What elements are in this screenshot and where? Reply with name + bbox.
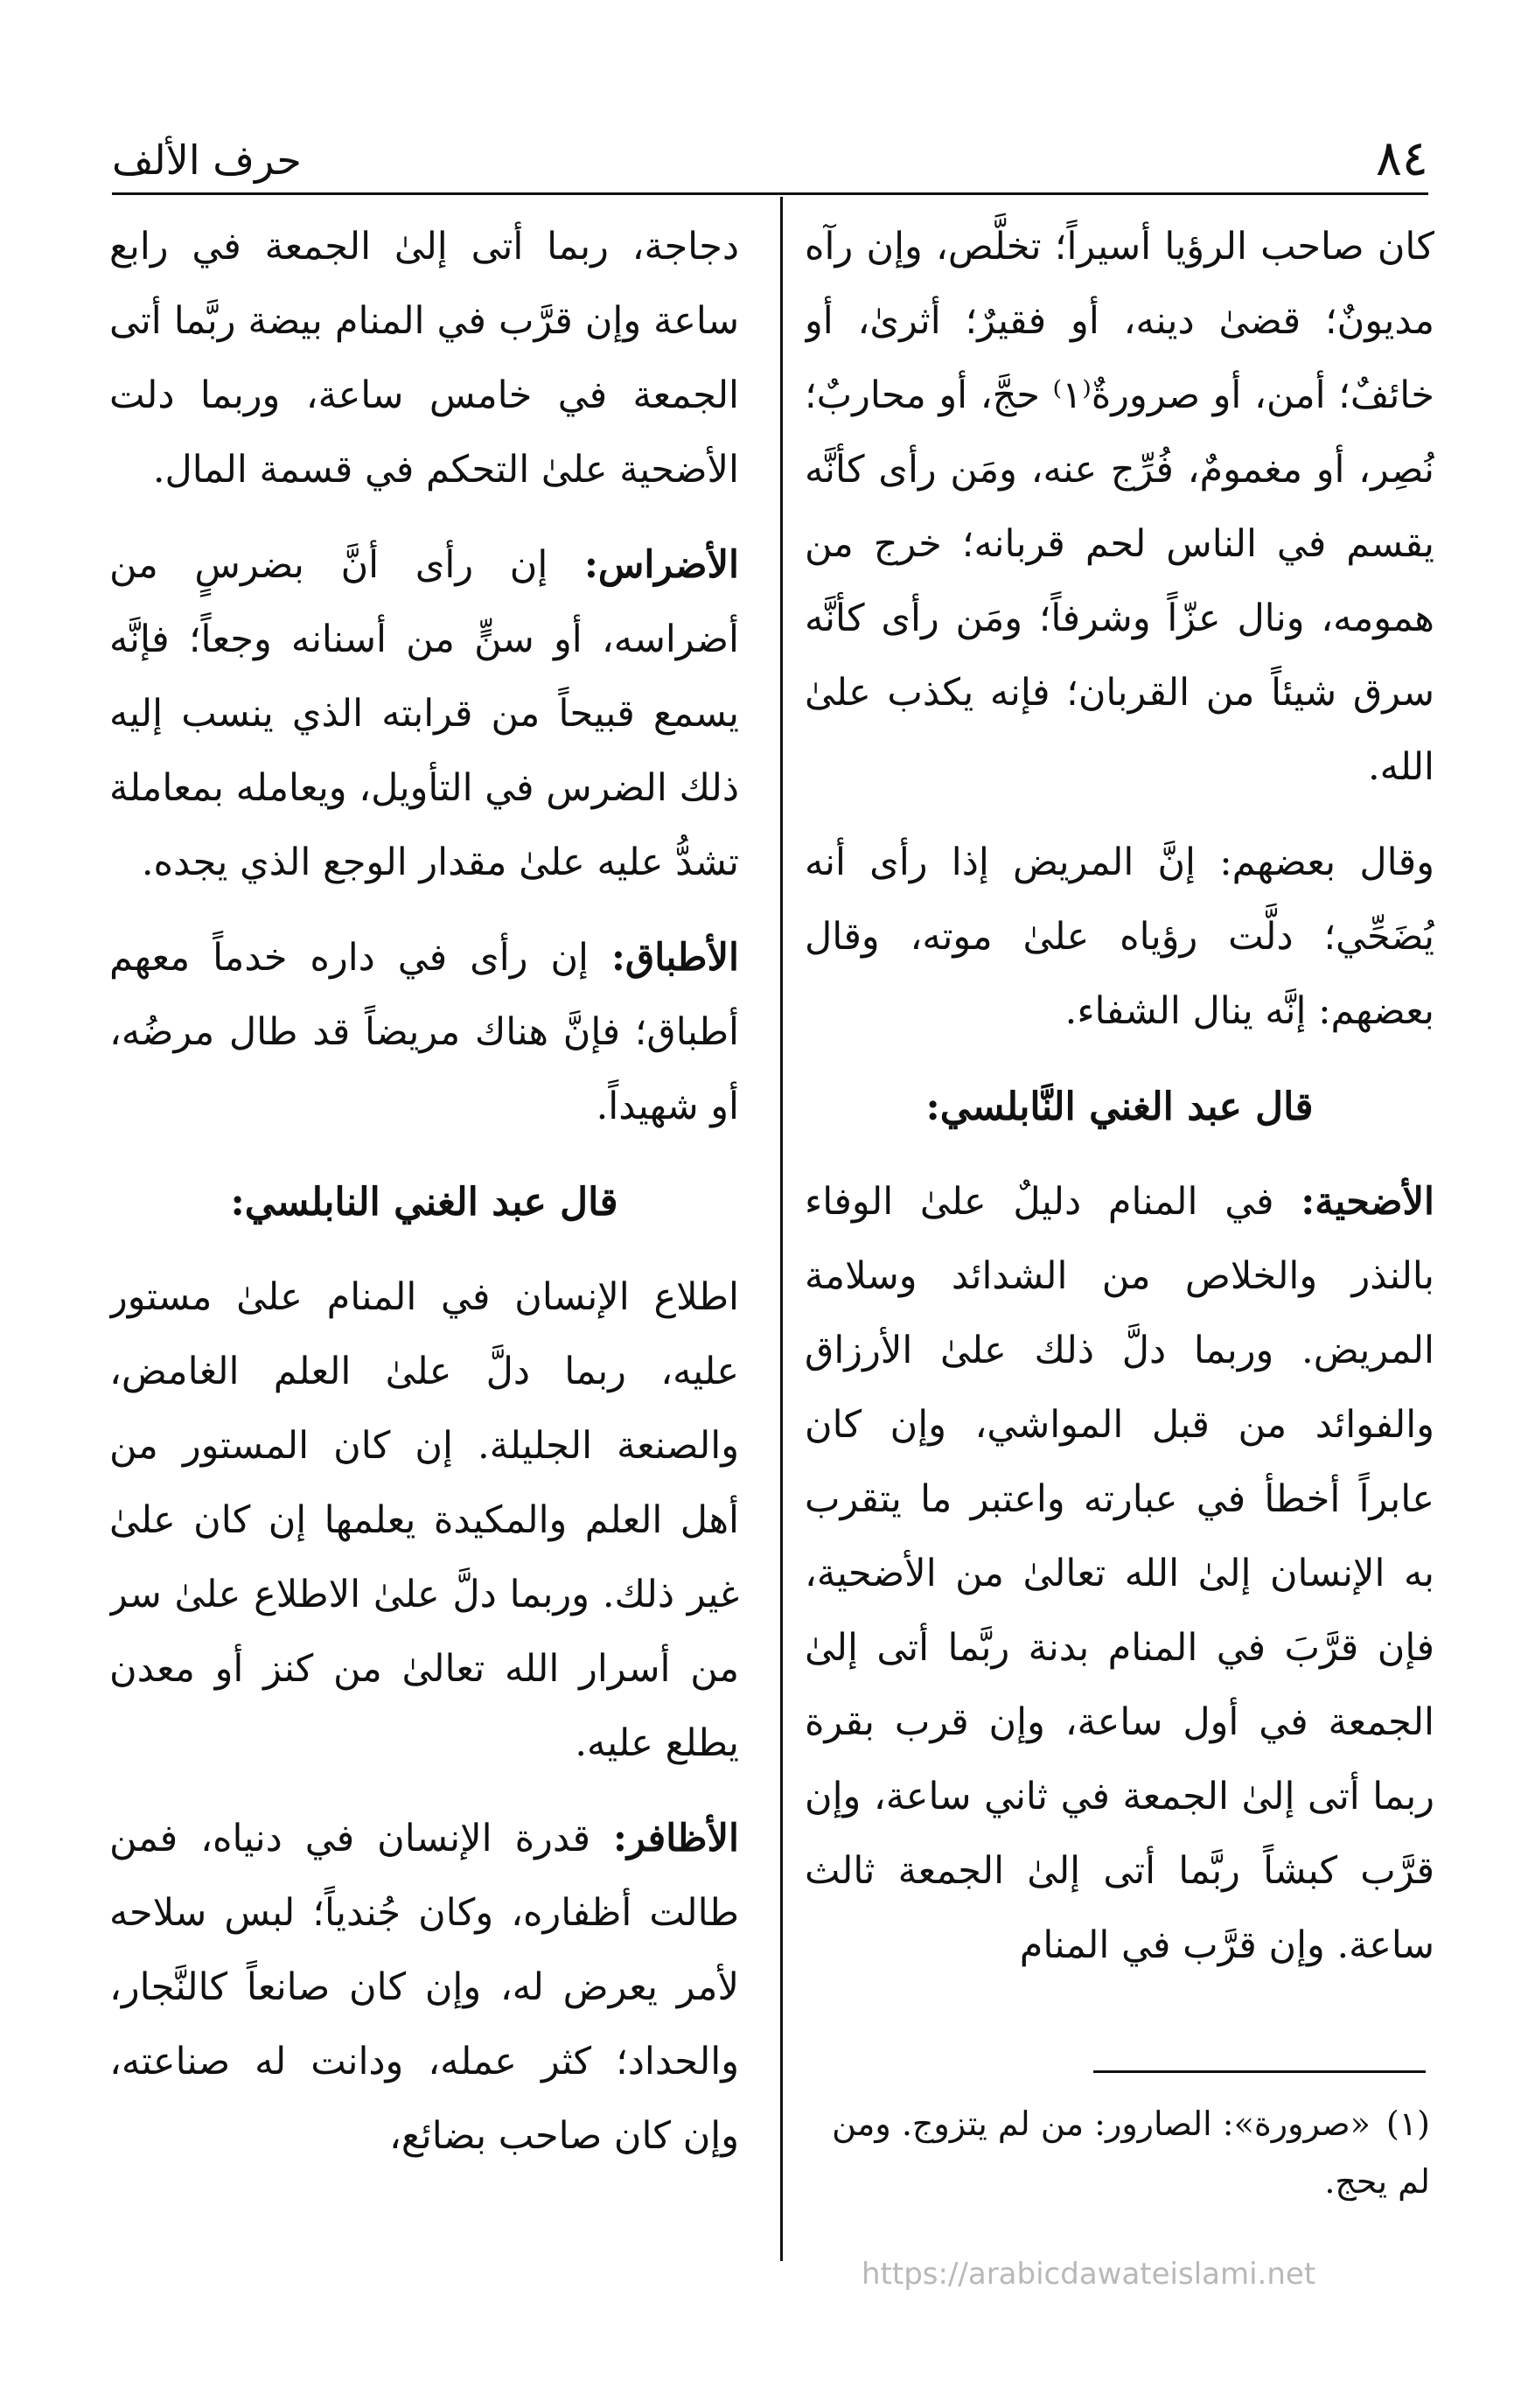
entry-paragraph xyxy=(109,921,739,1144)
paragraph: دجاجة، ربما أتى إلىٰ الجمعة في رابع ساعة وإن قرَّب في المنام بيضة ربَّما أتى الجمعة في خامس ساعة، وربما دلت الأضحية علىٰ التحكم في قسمة المال. xyxy=(109,225,739,492)
entry-paragraph xyxy=(805,1165,1434,1983)
entry-paragraph xyxy=(109,1802,739,2174)
column-divider xyxy=(780,197,783,2261)
footnote-text: «صرورة»: الصارور: من لم يتزوج. ومن لم يحج. xyxy=(832,2104,1430,2201)
section-heading: قال عبد الغني النابلسي: xyxy=(230,1180,618,1225)
paragraph: وقال بعضهم: إنَّ المريض إذا رأى أنه يُضَحِّي؛ دلَّت رؤياه علىٰ موته، وقال بعضهم: إنَّه ينال الشفاء. xyxy=(805,841,1434,1033)
left-column xyxy=(109,210,739,2222)
entry-paragraph xyxy=(109,528,739,900)
section-heading: قال عبد الغني النَّابلسي: xyxy=(925,1085,1314,1129)
entry-body: في المنام دليلٌ علىٰ الوفاء بالنذر والخلاص من الشدائد وسلامة المريض. وربما دلَّ ذلك علىٰ الأرزاق والفوائد من قبل المواشي، وإن كان عابراً أخطأ في عبارته واعتبر ما يتقرب به الإنسان إلىٰ الله تعالىٰ من الأضحية، فإن قرَّبَ في المنام بدنة ربَّما أتى إلىٰ الجمعة في أول ساعة، وإن قرب بقرة ربما أتى إلىٰ الجمعة في ثاني ساعة، وإن قرَّب كبشاً ربَّما أتى إلىٰ الجمعة ثالث ساعة. وإن قرَّب في المنام xyxy=(805,1180,1434,1967)
entry-term: الأطباق: xyxy=(611,936,739,980)
watermark-url: https://arabicdawateislami.net xyxy=(862,2257,1316,2292)
paragraph: كان صاحب الرؤيا أسيراً؛ تخلَّص، وإن رآه مديونٌ؛ قضىٰ دينه، أو فقيرٌ؛ أثرىٰ، أو خائفٌ؛ أمن، أو صرورةٌ⁽١⁾ حجَّ، أو محاربٌ؛ نُصِر، أو مغمومٌ، فُرِّج عنه، ومَن رأى كأنَّه يقسم في الناس لحم قربانه؛ خرج من همومه، ونال عزّاً وشرفاً؛ ومَن رأى كأنَّه سرق شيئاً من القربان؛ فإنه يكذب علىٰ الله. xyxy=(805,225,1434,789)
right-column xyxy=(805,210,1434,2222)
entry-term: الأضراس: xyxy=(583,543,739,587)
footnote-rule xyxy=(1093,2070,1426,2073)
entry-body: إن رأى في داره خدماً معهم أطباق؛ فإنَّ هناك مريضاً قد طال مرضُه، أو شهيداً. xyxy=(109,936,739,1128)
running-title: حرف الألف xyxy=(112,136,302,184)
page-header xyxy=(112,131,1428,195)
entry-term: الأضحية: xyxy=(1301,1180,1434,1224)
entry-body: قدرة الإنسان في دنياه، فمن طالت أظفاره، وكان جُندياً؛ لبس سلاحه لأمر يعرض له، وإن كان صانعاً كالنَّجار، والحداد؛ كثر عمله، ودانت له صناعته، وإن كان صاحب بضائع، xyxy=(109,1817,739,2158)
footnote-number: (١) xyxy=(1385,2104,1430,2143)
entry-term: الأظافر: xyxy=(613,1817,739,1860)
footnote xyxy=(805,2095,1430,2210)
entry-body: إن رأى أنَّ بضرسٍ من أضراسه، أو سنٍّ من أسنانه وجعاً؛ فإنَّه يسمع قبيحاً من قرابته الذي ينسب إليه ذلك الضرس في التأويل، ويعامله بمعاملة تشدُّ عليه علىٰ مقدار الوجع الذي يجده. xyxy=(109,543,739,884)
paragraph: اطلاع الإنسان في المنام علىٰ مستور عليه، ربما دلَّ علىٰ العلم الغامض، والصنعة الجليلة. إن كان المستور من أهل العلم والمكيدة يعلمها إن كان علىٰ غير ذلك. وربما دلَّ علىٰ الاطلاع علىٰ سر من أسرار الله تعالىٰ من كنز أو معدن يطلع عليه. xyxy=(109,1275,739,1765)
page-number: ٨٤ xyxy=(1375,130,1428,187)
